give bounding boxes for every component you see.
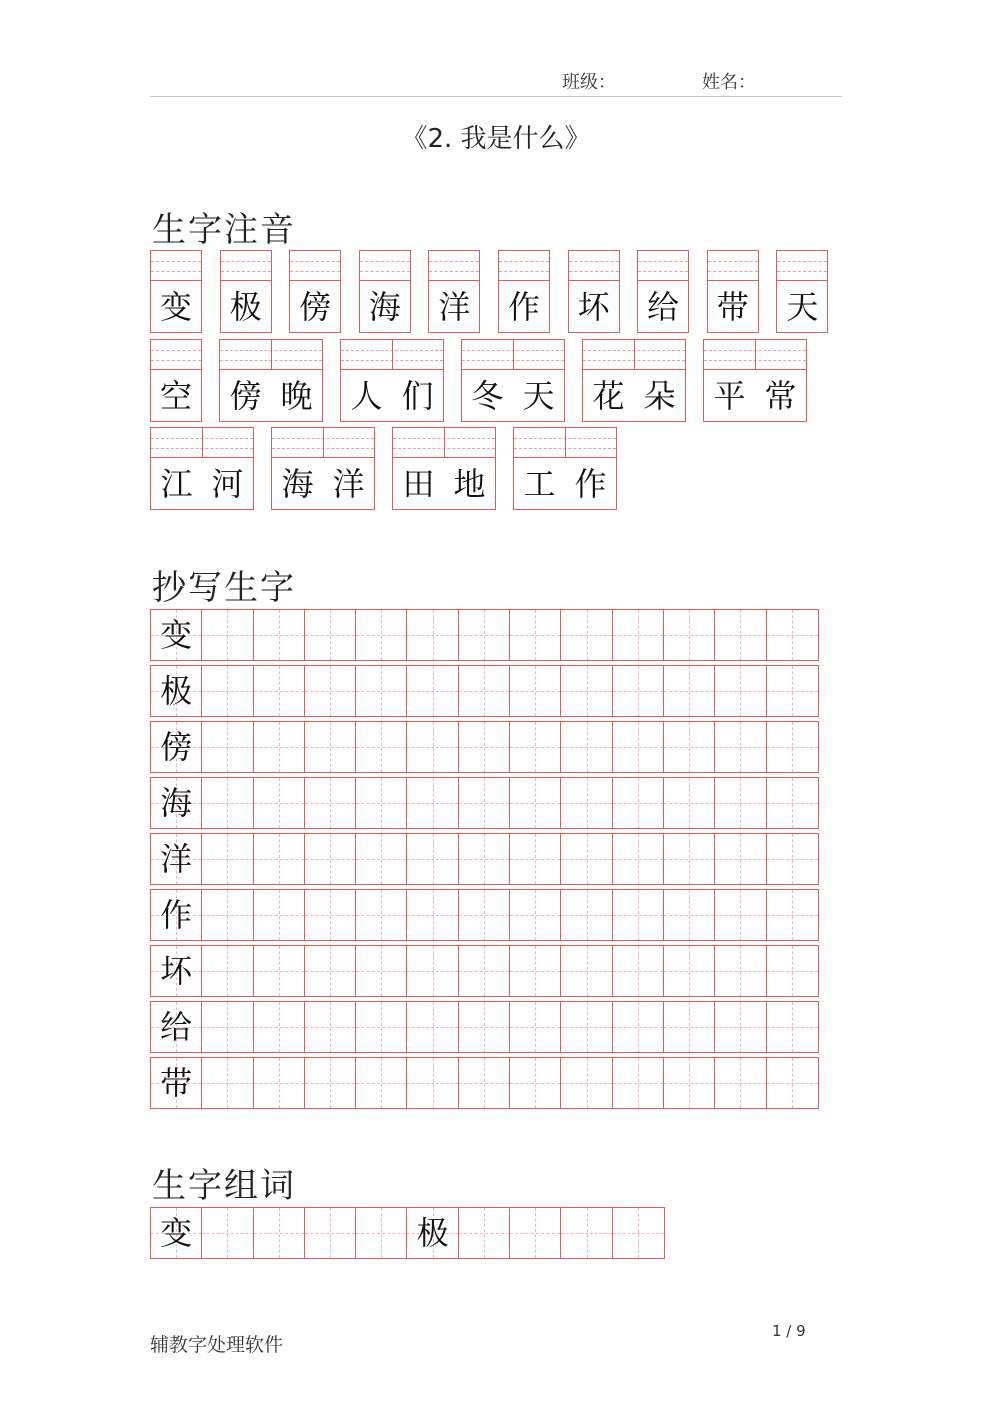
name-label: 姓名： — [702, 72, 756, 93]
tianzige-cell[interactable] — [356, 1058, 407, 1108]
pinyin-character: 带 — [716, 288, 749, 326]
pinyin-character: 作 — [574, 465, 607, 503]
tianzige-cell[interactable] — [561, 722, 612, 772]
tianzige-cell[interactable] — [613, 1208, 664, 1258]
pinyin-character: 江 — [160, 465, 193, 503]
tianzige-cell[interactable] — [767, 946, 818, 996]
pinyin-character: 常 — [764, 377, 797, 415]
tianzige-cell[interactable] — [767, 890, 818, 940]
tianzige-cell[interactable] — [715, 834, 766, 884]
pinyin-character: 地 — [453, 465, 486, 503]
tianzige-cell[interactable] — [254, 946, 305, 996]
tianzige-cell[interactable] — [356, 610, 407, 660]
tianzige-cell[interactable] — [202, 1058, 253, 1108]
pinyin-lines — [221, 251, 271, 281]
tianzige-cell[interactable] — [202, 834, 253, 884]
tianzige-cell[interactable] — [715, 610, 766, 660]
model-character: 极 — [160, 672, 193, 710]
tianzige-cell[interactable] — [459, 1058, 510, 1108]
tianzige-cell[interactable] — [767, 1002, 818, 1052]
pinyin-character: 晚 — [280, 377, 313, 415]
tianzige-cell[interactable] — [561, 1058, 612, 1108]
writing-row — [150, 1057, 819, 1109]
pinyin-character: 变 — [159, 288, 192, 326]
tianzige-cell[interactable] — [664, 890, 715, 940]
pinyin-character: 作 — [507, 288, 540, 326]
tianzige-cell[interactable] — [510, 946, 561, 996]
tianzige-cell[interactable] — [407, 1208, 458, 1258]
pinyin-character: 田 — [402, 465, 435, 503]
tianzige-cell[interactable] — [305, 778, 356, 828]
tianzige-cell[interactable] — [715, 1058, 766, 1108]
tianzige-cell[interactable] — [613, 666, 664, 716]
tianzige-cell[interactable] — [356, 1208, 407, 1258]
tianzige-cell[interactable] — [561, 778, 612, 828]
page-number: 1 / 9 — [772, 1322, 806, 1340]
pinyin-character: 极 — [229, 288, 262, 326]
writing-row — [150, 665, 819, 717]
tianzige-cell[interactable] — [459, 666, 510, 716]
tianzige-cell[interactable] — [151, 1058, 202, 1108]
model-character: 极 — [416, 1214, 449, 1252]
tianzige-cell[interactable] — [407, 722, 458, 772]
tianzige-cell[interactable] — [254, 778, 305, 828]
pinyin-character: 冬 — [471, 377, 504, 415]
tianzige-cell[interactable] — [254, 722, 305, 772]
section-copy-heading: 抄写生字 — [152, 568, 296, 608]
pinyin-character: 工 — [523, 465, 556, 503]
page-title: 《2. 我是什么》 — [401, 124, 591, 154]
section-words-heading: 生字组词 — [152, 1166, 296, 1206]
writing-row — [150, 945, 819, 997]
tianzige-cell[interactable] — [151, 1208, 202, 1258]
tianzige-cell[interactable] — [510, 890, 561, 940]
tianzige-cell[interactable] — [664, 1058, 715, 1108]
pinyin-lines — [272, 428, 374, 458]
tianzige-cell[interactable] — [767, 610, 818, 660]
tianzige-cell[interactable] — [767, 722, 818, 772]
tianzige-cell[interactable] — [254, 610, 305, 660]
tianzige-cell[interactable] — [715, 778, 766, 828]
tianzige-cell[interactable] — [202, 778, 253, 828]
pinyin-character: 海 — [368, 288, 401, 326]
tianzige-cell[interactable] — [561, 946, 612, 996]
tianzige-cell[interactable] — [613, 610, 664, 660]
tianzige-cell[interactable] — [151, 610, 202, 660]
pinyin-box — [220, 250, 272, 333]
model-character: 海 — [160, 784, 193, 822]
pinyin-box — [340, 339, 444, 422]
pinyin-box — [392, 427, 496, 510]
tianzige-cell[interactable] — [664, 1002, 715, 1052]
pinyin-lines — [583, 340, 685, 370]
tianzige-cell[interactable] — [510, 610, 561, 660]
tianzige-cell[interactable] — [305, 610, 356, 660]
pinyin-box — [498, 250, 550, 333]
tianzige-cell[interactable] — [510, 1058, 561, 1108]
writing-row — [150, 777, 819, 829]
tianzige-cell[interactable] — [561, 890, 612, 940]
tianzige-cell[interactable] — [664, 778, 715, 828]
pinyin-lines — [360, 251, 410, 281]
tianzige-cell[interactable] — [767, 666, 818, 716]
pinyin-box — [150, 250, 202, 333]
pinyin-character: 天 — [522, 377, 555, 415]
tianzige-cell[interactable] — [664, 834, 715, 884]
tianzige-cell[interactable] — [407, 666, 458, 716]
pinyin-lines — [151, 340, 201, 370]
tianzige-cell[interactable] — [407, 834, 458, 884]
pinyin-box — [289, 250, 341, 333]
tianzige-cell[interactable] — [561, 666, 612, 716]
tianzige-cell[interactable] — [613, 946, 664, 996]
tianzige-cell[interactable] — [715, 666, 766, 716]
tianzige-cell[interactable] — [356, 722, 407, 772]
pinyin-box — [703, 339, 807, 422]
model-character: 变 — [160, 1214, 193, 1252]
writing-row — [150, 833, 819, 885]
tianzige-cell[interactable] — [664, 610, 715, 660]
pinyin-box — [637, 250, 689, 333]
pinyin-character: 人 — [350, 377, 383, 415]
tianzige-cell[interactable] — [664, 666, 715, 716]
pinyin-lines — [341, 340, 443, 370]
pinyin-character: 洋 — [438, 288, 471, 326]
tianzige-cell[interactable] — [254, 666, 305, 716]
tianzige-cell[interactable] — [151, 890, 202, 940]
tianzige-cell[interactable] — [407, 1058, 458, 1108]
tianzige-cell[interactable] — [151, 946, 202, 996]
tianzige-cell[interactable] — [305, 722, 356, 772]
pinyin-box — [513, 427, 617, 510]
tianzige-cell[interactable] — [510, 1208, 561, 1258]
tianzige-cell[interactable] — [254, 1002, 305, 1052]
model-character: 带 — [160, 1064, 193, 1102]
tianzige-cell[interactable] — [613, 1002, 664, 1052]
tianzige-cell[interactable] — [715, 946, 766, 996]
pinyin-character: 海 — [281, 465, 314, 503]
tianzige-cell[interactable] — [715, 1002, 766, 1052]
tianzige-cell[interactable] — [407, 610, 458, 660]
tianzige-cell[interactable] — [664, 722, 715, 772]
tianzige-cell[interactable] — [151, 834, 202, 884]
tianzige-cell[interactable] — [305, 834, 356, 884]
pinyin-box — [219, 339, 323, 422]
pinyin-character: 花 — [592, 377, 625, 415]
pinyin-box — [461, 339, 565, 422]
pinyin-box — [150, 427, 254, 510]
pinyin-lines — [514, 428, 616, 458]
tianzige-cell[interactable] — [613, 1058, 664, 1108]
pinyin-box — [150, 339, 202, 422]
tianzige-cell[interactable] — [715, 722, 766, 772]
tianzige-cell[interactable] — [767, 778, 818, 828]
pinyin-character: 平 — [713, 377, 746, 415]
pinyin-lines — [777, 251, 827, 281]
section-pinyin-heading: 生字注音 — [152, 210, 296, 250]
pinyin-character: 空 — [159, 377, 192, 415]
tianzige-cell[interactable] — [510, 834, 561, 884]
tianzige-cell[interactable] — [254, 1058, 305, 1108]
pinyin-box — [271, 427, 375, 510]
pinyin-lines — [704, 340, 806, 370]
pinyin-box — [359, 250, 411, 333]
tianzige-cell[interactable] — [254, 834, 305, 884]
pinyin-lines — [290, 251, 340, 281]
tianzige-cell[interactable] — [459, 890, 510, 940]
tianzige-cell[interactable] — [202, 1208, 253, 1258]
pinyin-character: 傍 — [229, 377, 262, 415]
tianzige-cell[interactable] — [202, 666, 253, 716]
tianzige-cell[interactable] — [613, 890, 664, 940]
pinyin-character: 坏 — [577, 288, 610, 326]
tianzige-cell[interactable] — [356, 666, 407, 716]
pinyin-lines — [462, 340, 564, 370]
writing-row — [150, 889, 819, 941]
tianzige-cell[interactable] — [202, 722, 253, 772]
model-character: 洋 — [160, 840, 193, 878]
pinyin-lines — [569, 251, 619, 281]
pinyin-lines — [638, 251, 688, 281]
tianzige-cell[interactable] — [459, 1208, 510, 1258]
tianzige-cell[interactable] — [459, 946, 510, 996]
pinyin-character: 河 — [211, 465, 244, 503]
tianzige-cell[interactable] — [510, 778, 561, 828]
tianzige-cell[interactable] — [613, 722, 664, 772]
pinyin-box — [707, 250, 759, 333]
writing-row — [150, 1207, 665, 1259]
pinyin-character: 给 — [647, 288, 680, 326]
tianzige-cell[interactable] — [202, 1002, 253, 1052]
tianzige-cell[interactable] — [459, 778, 510, 828]
tianzige-cell[interactable] — [305, 1058, 356, 1108]
tianzige-cell[interactable] — [510, 1002, 561, 1052]
tianzige-cell[interactable] — [407, 890, 458, 940]
tianzige-cell[interactable] — [356, 778, 407, 828]
pinyin-character: 朵 — [643, 377, 676, 415]
pinyin-lines — [151, 251, 201, 281]
model-character: 作 — [160, 896, 193, 934]
pinyin-box — [568, 250, 620, 333]
tianzige-cell[interactable] — [561, 1208, 612, 1258]
tianzige-cell[interactable] — [407, 1002, 458, 1052]
pinyin-lines — [499, 251, 549, 281]
tianzige-cell[interactable] — [459, 1002, 510, 1052]
tianzige-cell[interactable] — [767, 834, 818, 884]
model-character: 傍 — [160, 728, 193, 766]
model-character: 变 — [160, 616, 193, 654]
tianzige-cell[interactable] — [613, 778, 664, 828]
pinyin-lines — [151, 428, 253, 458]
pinyin-box — [776, 250, 828, 333]
pinyin-character: 们 — [401, 377, 434, 415]
tianzige-cell[interactable] — [305, 1002, 356, 1052]
tianzige-cell[interactable] — [305, 890, 356, 940]
writing-row — [150, 721, 819, 773]
model-character: 给 — [160, 1008, 193, 1046]
pinyin-lines — [708, 251, 758, 281]
writing-row — [150, 609, 819, 661]
tianzige-cell[interactable] — [151, 1002, 202, 1052]
tianzige-cell[interactable] — [561, 834, 612, 884]
tianzige-cell[interactable] — [715, 890, 766, 940]
tianzige-cell[interactable] — [510, 666, 561, 716]
pinyin-lines — [220, 340, 322, 370]
tianzige-cell[interactable] — [459, 610, 510, 660]
tianzige-cell[interactable] — [356, 946, 407, 996]
tianzige-cell[interactable] — [510, 722, 561, 772]
tianzige-cell[interactable] — [305, 1208, 356, 1258]
tianzige-cell[interactable] — [407, 946, 458, 996]
tianzige-cell[interactable] — [254, 1208, 305, 1258]
writing-row — [150, 1001, 819, 1053]
tianzige-cell[interactable] — [202, 610, 253, 660]
tianzige-cell[interactable] — [561, 1002, 612, 1052]
tianzige-cell[interactable] — [305, 666, 356, 716]
tianzige-cell[interactable] — [459, 722, 510, 772]
tianzige-cell[interactable] — [151, 666, 202, 716]
pinyin-box — [582, 339, 686, 422]
tianzige-cell[interactable] — [767, 1058, 818, 1108]
tianzige-cell[interactable] — [613, 834, 664, 884]
tianzige-cell[interactable] — [356, 1002, 407, 1052]
tianzige-cell[interactable] — [664, 946, 715, 996]
footer-software: 辅教字处理软件 — [150, 1334, 284, 1356]
pinyin-character: 天 — [786, 288, 819, 326]
tianzige-cell[interactable] — [305, 946, 356, 996]
tianzige-cell[interactable] — [151, 778, 202, 828]
tianzige-cell[interactable] — [561, 610, 612, 660]
class-label: 班级： — [562, 72, 616, 93]
tianzige-cell[interactable] — [407, 778, 458, 828]
pinyin-character: 傍 — [299, 288, 332, 326]
tianzige-cell[interactable] — [459, 834, 510, 884]
tianzige-cell[interactable] — [356, 890, 407, 940]
header-divider — [150, 96, 842, 97]
tianzige-cell[interactable] — [202, 946, 253, 996]
model-character: 坏 — [160, 952, 193, 990]
tianzige-cell[interactable] — [151, 722, 202, 772]
tianzige-cell[interactable] — [254, 890, 305, 940]
pinyin-box — [428, 250, 480, 333]
tianzige-cell[interactable] — [356, 834, 407, 884]
pinyin-lines — [429, 251, 479, 281]
tianzige-cell[interactable] — [202, 890, 253, 940]
pinyin-character: 洋 — [332, 465, 365, 503]
pinyin-lines — [393, 428, 495, 458]
